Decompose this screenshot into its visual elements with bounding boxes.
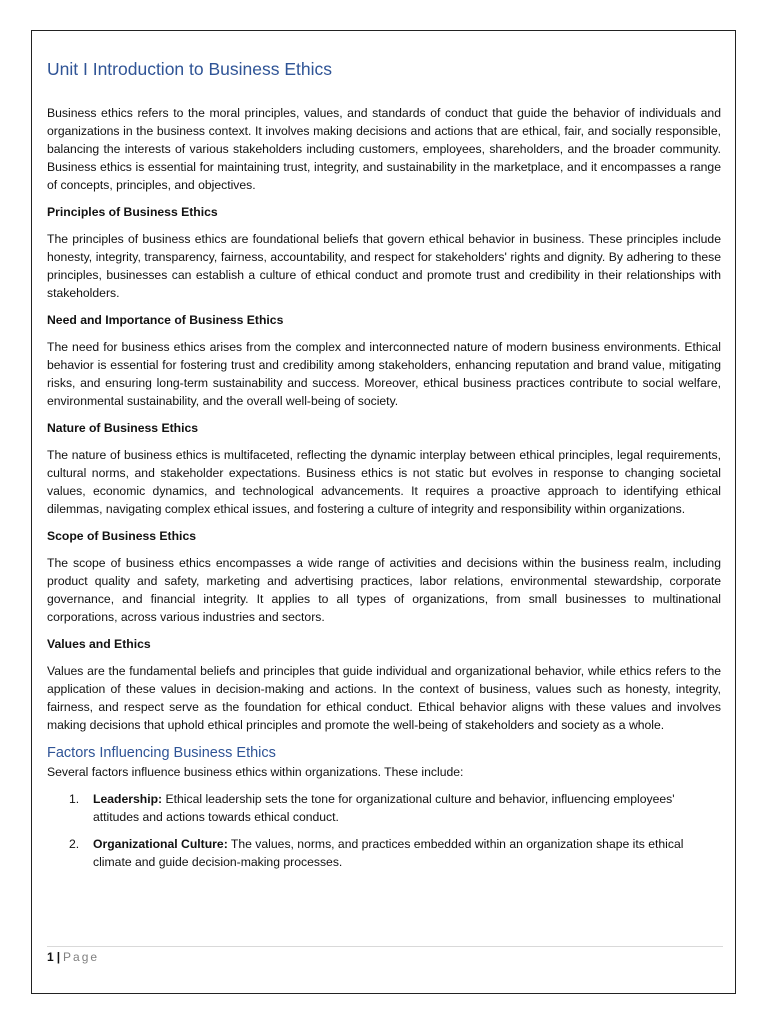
section-heading-principles: Principles of Business Ethics [47,205,218,219]
page-footer [47,949,99,965]
list-item [47,790,721,826]
section-body-values-ethics: Values are the fundamental beliefs and principles that guide individual and organizational behavior, while ethics refers to the application of these values in decision-making and actions. In the context of business, values such as honesty, integrity, fairness, and respect serve as the foundation for ethical conduct. Ethical behavior aligns with these values and involves making decisions that uphold ethical principles and promote the well-being of stakeholders and society as a whole. [47,664,721,732]
section-body-need-importance: The need for business ethics arises from the complex and interconnected nature of modern business environments. Ethical behavior is essential for fostering trust and credibility among stakeholders, enhancing reputation and brand value, mitigating risks, and ensuring long-term sustainability and success. Moreover, ethical business practices contribute to social welfare, environmental sustainability, and the overall well-being of society. [47,340,721,408]
section-body-principles: The principles of business ethics are foundational beliefs that govern ethical behavior in business. These principles include honesty, integrity, transparency, fairness, accountability, and respect for stakeholders' rights and dignity. By adhering to these principles, businesses can establish a culture of ethical conduct and promote trust and credibility in their relationships with stakeholders. [47,232,721,300]
factors-list [47,790,721,871]
section-heading-values-ethics: Values and Ethics [47,637,151,651]
factors-intro: Several factors influence business ethics within organizations. These include: [47,765,464,779]
section-heading-scope: Scope of Business Ethics [47,529,196,543]
intro-paragraph: Business ethics refers to the moral principles, values, and standards of conduct that guide the behavior of individuals and organizations in the business context. It involves making decisions and actions that are ethical, fair, and socially responsible, balancing the interests of various stakeholders including customers, employees, shareholders, and the broader community. Business ethics is essential for maintaining trust, integrity, and sustainability in the marketplace, and it encompasses a range of concepts, principles, and objectives. [47,106,721,192]
list-item-text: The values, norms, and practices embedded within an organization shape its ethical climate and guide decision-making processes. [93,837,684,869]
list-item-number: 1. [69,792,80,806]
page-number: 1 [47,950,54,964]
list-item [47,835,721,871]
list-item-term: Organizational Culture: [93,837,228,851]
page-title: Unit I Introduction to Business Ethics [47,59,332,79]
list-item-term: Leadership: [93,792,163,806]
footer-divider [47,946,723,947]
factors-heading: Factors Influencing Business Ethics [47,745,276,761]
section-heading-need-importance: Need and Importance of Business Ethics [47,313,284,327]
section-body-scope: The scope of business ethics encompasses a wide range of activities and decisions within the business realm, including product quality and safety, marketing and advertising practices, labor relations, environmental stewardship, corporate governance, and financial integrity. It applies to all types of organizations, from small businesses to multinational corporations, across various industries and sectors. [47,556,721,624]
list-item-text: Ethical leadership sets the tone for organizational culture and behavior, influencing employees' attitudes and actions towards ethical conduct. [93,792,675,824]
page-content [47,57,721,880]
section-heading-nature: Nature of Business Ethics [47,421,199,435]
section-body-nature: The nature of business ethics is multifaceted, reflecting the dynamic interplay between ethical principles, legal requirements, cultural norms, and stakeholder expectations. Business ethics is not static but evolves in response to changing societal values, economic dynamics, and technological advancements. It requires a proactive approach to identifying ethical dilemmas, navigating complex ethical issues, and fostering a culture of integrity and responsibility within organizations. [47,448,721,516]
list-item-number: 2. [69,837,80,851]
page-label: Page [63,950,100,964]
footer-separator: | [56,950,61,964]
document-page [31,30,736,994]
